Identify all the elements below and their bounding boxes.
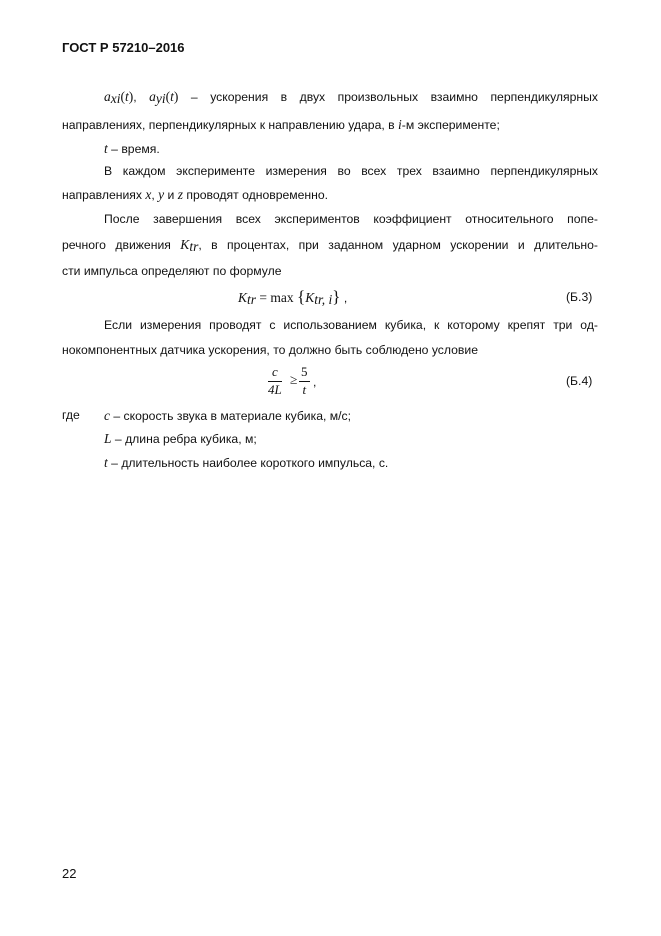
formula-b3: $K_{tr} = \max \{K_{tr, i}\}$ , (238, 287, 348, 307)
where-item-t: t – длительность наиболее короткого импульса, с. (104, 455, 389, 470)
paragraph-cube-line2: нокомпонентных датчика ускорения, то должно быть соблюдено условие (62, 343, 478, 357)
document-header: ГОСТ Р 57210–2016 (62, 40, 185, 55)
paragraph-coefficient-line3: сти импульса определяют по формуле (62, 264, 282, 278)
paragraph-cube-line1: Если измерения проводят с использованием кубика, к которому крепят три од- (104, 318, 598, 332)
paragraph-time-definition: t – время. (104, 141, 160, 156)
paragraph-simultaneous-line2: направлениях x, y и z проводят одновременно. (62, 187, 329, 202)
where-item-c: c – скорость звука в материале кубика, м/с; (104, 408, 352, 423)
formula-b4-tail: , (313, 375, 317, 389)
paragraph-coefficient-line1: После завершения всех экспериментов коэффициент относительного попе- (104, 212, 598, 226)
formula-b4-fraction-left: $\frac{c}{4L}$ (268, 364, 282, 397)
formula-b4-fraction-right: $\frac{5}{t}$ (301, 364, 308, 397)
paragraph-acceleration-definition: $a_{xi}(t)$, $a_{yi}(t)$ – ускорения в двух произвольных взаимно перпендикулярных (104, 89, 599, 106)
page-number: 22 (62, 866, 77, 881)
formula-b4-number: (Б.4) (566, 374, 593, 388)
formula-b4-operator: ≥ (290, 372, 298, 387)
formula-b3-number: (Б.3) (566, 290, 593, 304)
where-item-l: L – длина ребра кубика, м; (104, 431, 257, 446)
where-label: где (62, 408, 80, 422)
paragraph-simultaneous-line1: В каждом эксперименте измерения во всех трех взаимно перпендикулярных (104, 164, 598, 178)
paragraph-acceleration-line2: направлениях, перпендикулярных к направлению удара, в i-м эксперименте; (62, 117, 500, 132)
paragraph-coefficient-line2: речного движения $K_{tr}$, в процентах, при заданном ударном ускорении и длительно- (62, 237, 598, 254)
